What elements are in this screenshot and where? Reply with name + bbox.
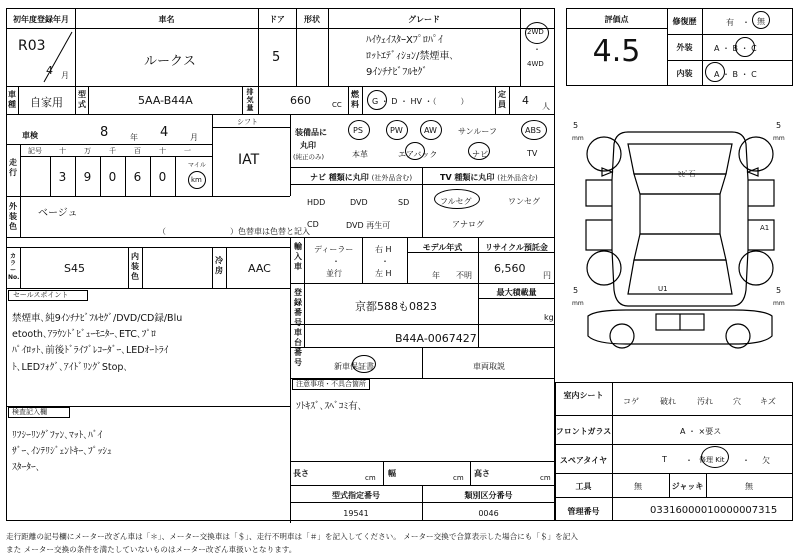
width-label: 幅	[388, 469, 396, 478]
footer-note-1: 走行距離の記号欄にメーター改ざん車は「＊」、メーター交換車は「＄」、走行不明車は「＃」を記入してください。 メーター交換で合算表示した場合にも「＄」を記入	[6, 532, 578, 541]
tv-type-sub: (社外品含む)	[497, 174, 538, 182]
seat-stain: 汚れ	[697, 397, 713, 406]
mileage-digit-2: 9	[83, 170, 92, 184]
category-label: 類別区分番号	[464, 491, 513, 500]
front-glass-options: A ・ ×要ス	[680, 427, 722, 436]
equipment-label-1: 装備品に	[295, 128, 327, 137]
damage-mark-u1: U1	[658, 285, 668, 293]
shift-label: シフト	[237, 118, 258, 126]
first-registration-label: 初年度登録年月	[13, 15, 69, 24]
capacity-value: 4	[522, 94, 529, 107]
nav-type-title: ナビ 種類に丸印	[310, 173, 369, 182]
front-glass-label: フロントガラス	[555, 427, 612, 436]
spare-missing: 欠	[762, 456, 770, 465]
model-year-unknown: 不明	[456, 271, 472, 280]
import-dealer: ディーラー	[314, 245, 354, 254]
fuel-g-circle	[367, 90, 387, 110]
model-year-label: モデル年式	[422, 243, 463, 252]
length-label: 長さ	[293, 469, 309, 478]
exterior-label: 外装	[676, 43, 693, 52]
import-left-h: 左 H	[375, 269, 392, 278]
spare-dot-2: ・	[742, 456, 750, 465]
vehicle-manual: 車両取説	[473, 362, 505, 371]
max-load-label: 最大積載量	[496, 288, 537, 297]
model-label: 型式	[78, 90, 86, 109]
ext-color-label: 外装色	[9, 202, 17, 231]
equip-aw: AW	[424, 126, 437, 135]
length-cm: cm	[365, 474, 376, 482]
type-designation-value: 19541	[343, 509, 369, 518]
displacement-value: 660	[290, 94, 311, 107]
mileage-header-6: 一	[184, 147, 191, 155]
nav-cd: CD	[307, 220, 319, 229]
tv-oneseg: ワンセグ	[508, 197, 540, 206]
equipment-label-2: 丸印	[300, 141, 316, 150]
repair-sep: ・	[742, 18, 750, 27]
import-label: 輸入車	[294, 242, 302, 271]
tire-rl-depth: 5	[573, 286, 579, 295]
drive-4wd: 4WD	[527, 60, 544, 68]
attention-value: ｿﾄｷｽﾞ､ｽﾍﾞｺﾐ有､	[296, 401, 363, 412]
kg-unit: kg	[544, 313, 554, 322]
mileage-digit-5: 0	[158, 170, 167, 184]
interior-label: 内装	[676, 69, 693, 78]
repair-no: 無	[757, 17, 765, 26]
doors-value: 5	[272, 50, 281, 65]
drive-2wd: 2WD	[527, 28, 544, 36]
seat-burn: コゲ	[623, 397, 639, 406]
score-value: 4.5	[592, 34, 641, 69]
car-name-label: 車名	[158, 15, 175, 24]
inspection-month: 4	[160, 125, 169, 140]
repair-yes: 有	[726, 18, 734, 27]
management-value: 03316000010000007315	[650, 505, 778, 516]
management-label: 管理番号	[567, 507, 600, 516]
score-label: 評価点	[604, 15, 629, 24]
height-label: 高さ	[474, 469, 490, 478]
spare-t: T	[662, 455, 667, 464]
capacity-label: 定員	[498, 90, 506, 109]
inspector-line-1: ﾘﾌｼｰﾘﾝｸﾞﾌｧﾝ､ﾏｯﾄ､ﾊﾞｲ	[12, 430, 103, 441]
repair-history-label: 修復歴	[672, 17, 697, 26]
ac-label: 冷房	[215, 256, 223, 275]
chassis-label: 車台番号	[294, 328, 302, 367]
width-cm: cm	[453, 474, 464, 482]
equip-ps: PS	[353, 126, 363, 135]
mileage-digit-4: 6	[133, 170, 142, 184]
fuel-label: 燃料	[351, 90, 359, 109]
mileage-header-0: 記号	[28, 147, 42, 155]
equip-leather: 本革	[352, 150, 368, 159]
import-dot: ・	[332, 257, 340, 266]
category-value: 0046	[478, 509, 499, 518]
exterior-b-circle	[735, 37, 755, 57]
person-unit: 人	[542, 102, 550, 111]
import-right-h: 右 H	[375, 245, 392, 254]
tire-fr-mm: mm	[773, 135, 785, 142]
car-name-value: ルークス	[144, 54, 196, 69]
spare-tire-label: スペアタイヤ	[559, 456, 608, 465]
color-code-value: S45	[64, 262, 85, 275]
equipment-label-3: (純正のみ)	[293, 153, 325, 161]
mileage-header-1: 十	[59, 147, 66, 155]
grade-label: グレード	[408, 15, 440, 24]
equip-navi: ナビ	[472, 150, 488, 159]
model-year-unit: 年	[432, 271, 440, 280]
inspector-line-2: ｻﾞｰ､ｲﾝﾃﾘｼﾞｪﾝﾄｷｰ､ﾌﾟｯｼｭ	[12, 446, 112, 457]
height-cm: cm	[540, 474, 551, 482]
mileage-header-4: 百	[134, 147, 141, 155]
registration-label: 登録番号	[294, 288, 302, 327]
ext-color-note: （ ）色替車は色替と記入	[158, 227, 310, 236]
inspector-label: 検査記入欄	[8, 407, 70, 418]
mile-label: マイル	[188, 162, 206, 169]
tv-type-title: TV 種類に丸印	[440, 173, 495, 182]
attention-label: 注意事項・不具合箇所	[292, 379, 370, 390]
equip-abs: ABS	[525, 126, 541, 135]
grade-line-1: ﾊｲｳｪｲｽﾀｰXﾌﾟﾛﾊﾟｲ	[366, 35, 443, 46]
tools-value: 無	[634, 482, 642, 491]
sales-line-1: 禁煙車､純9ｲﾝﾁﾅﾋﾞﾌﾙｾｸﾞ/DVD/CD録/Blu	[12, 313, 183, 324]
interior-scale: A ・ B ・ C	[714, 70, 757, 79]
displacement-label: 排気量	[246, 88, 254, 112]
fuel-options: G ・ D ・ HV ・（ ）	[372, 97, 469, 106]
spare-repair-kit: 修理 Kit	[699, 456, 725, 464]
interior-a-circle	[705, 62, 725, 82]
nav-type-sub: (社外品含む)	[371, 174, 413, 182]
mileage-header-3: 千	[109, 147, 116, 155]
mileage-label: 走行	[9, 158, 17, 177]
inspector-line-3: ｽﾀｰﾀｰ､	[12, 462, 41, 473]
damage-mark-a1: A1	[760, 224, 770, 232]
first-reg-month-unit: 月	[61, 71, 69, 80]
tv-fullseg: フルセグ	[440, 197, 472, 206]
tire-rl-mm: mm	[572, 300, 584, 307]
inspection-year: 8	[100, 125, 109, 140]
inspection-month-unit: 月	[190, 133, 198, 142]
grade-line-3: 9ｲﾝﾁﾅﾋﾞﾌﾙｾｸﾞ	[366, 67, 428, 78]
mileage-digit-3: 0	[108, 170, 117, 184]
equip-sunroof: サンルーフ	[458, 127, 497, 136]
model-value: 5AA-B44A	[138, 94, 193, 107]
yen-unit: 円	[543, 271, 551, 280]
drive-dot: ・	[533, 45, 541, 54]
nav-sd: SD	[398, 198, 410, 207]
tire-fl-mm: mm	[572, 135, 584, 142]
damage-mark-windshield: ﾋﾋﾞ石	[678, 170, 696, 178]
chassis-value: B44A-0067427	[395, 332, 477, 345]
inspection-label: 車検	[22, 131, 38, 140]
seat-tear: 破れ	[660, 397, 676, 406]
purpose-value: 自家用	[30, 96, 63, 109]
nav-hdd: HDD	[307, 198, 326, 207]
sales-line-4: ﾄ､LEDﾌｫｸﾞ､ｱｲﾄﾞﾘﾝｸﾞStop､	[12, 362, 129, 373]
equip-airbag: エアバック	[398, 150, 438, 159]
nav-dvd-play: DVD 再生可	[346, 221, 391, 230]
grade-line-2: ﾛｯﾄｴﾃﾞｨｼｮﾝ/禁煙車､	[366, 51, 455, 62]
shape-label: 形状	[304, 15, 320, 24]
door-label: ドア	[269, 15, 285, 24]
tire-fl-depth: 5	[573, 121, 579, 130]
equip-tv: TV	[527, 149, 538, 158]
nav-type-label	[310, 172, 412, 183]
jack-label: ジャッキ	[671, 482, 704, 491]
color-code-label: カラーNo.	[8, 253, 20, 281]
first-reg-month: 4	[46, 64, 53, 77]
registration-value: 京都588も0823	[355, 300, 437, 313]
import-dot-2: ・	[381, 257, 389, 266]
seat-scratch: キズ	[760, 397, 776, 406]
seat-hole: 穴	[733, 397, 741, 406]
seat-label: 室内シート	[563, 391, 604, 400]
warranty-circle	[352, 355, 376, 373]
shift-value: IAT	[238, 152, 260, 168]
cc-unit: CC	[332, 101, 342, 109]
recycle-label: リサイクル預託金	[485, 243, 548, 252]
import-parallel: 並行	[326, 269, 342, 278]
sales-line-2: etooth､ｱﾗｳﾝﾄﾞﾋﾞｭｰﾓﾆﾀｰ､ETC､ﾌﾟﾛ	[12, 329, 156, 340]
ac-value: AAC	[248, 262, 271, 275]
recycle-value: 6,560	[494, 262, 526, 275]
mileage-header-2: 万	[84, 147, 91, 155]
sales-point-label: セールスポイント	[8, 290, 88, 301]
airbag-circle	[405, 142, 425, 160]
jack-value: 無	[745, 482, 753, 491]
tire-fr-depth: 5	[776, 121, 782, 130]
exterior-scale: A ・ B ・ C	[714, 44, 757, 53]
inspection-year-unit: 年	[130, 133, 138, 142]
footer-note-2: また メーター交換の条件を満たしていないものはメーター改ざん車扱いとなります。	[6, 545, 297, 554]
tire-rr-depth: 5	[776, 286, 782, 295]
type-designation-label: 型式指定番号	[332, 491, 380, 500]
tire-rr-mm: mm	[773, 300, 785, 307]
mileage-digit-1: 3	[58, 170, 67, 184]
car-diagram	[566, 110, 793, 370]
tv-analog: アナログ	[452, 220, 484, 229]
sales-line-3: ﾊﾟｲﾛｯﾄ､前後ﾄﾞﾗｲﾌﾞﾚｺｰﾀﾞｰ､LEDｵｰﾄﾗｲ	[12, 345, 169, 356]
spare-dot: ・	[685, 456, 693, 465]
interior-color-label: 内装色	[131, 252, 139, 281]
first-reg-era: R03	[18, 38, 46, 54]
equip-pw: PW	[390, 126, 403, 135]
nav-dvd: DVD	[350, 198, 368, 207]
mileage-header-5: 十	[159, 147, 166, 155]
tv-type-label	[440, 172, 538, 183]
purpose-label: 車種	[8, 90, 16, 109]
ext-color-value: ベージュ	[38, 208, 78, 219]
new-car-warranty: 新車保証書	[334, 362, 374, 371]
km-label: km	[191, 176, 202, 184]
tools-label: 工具	[575, 482, 592, 491]
